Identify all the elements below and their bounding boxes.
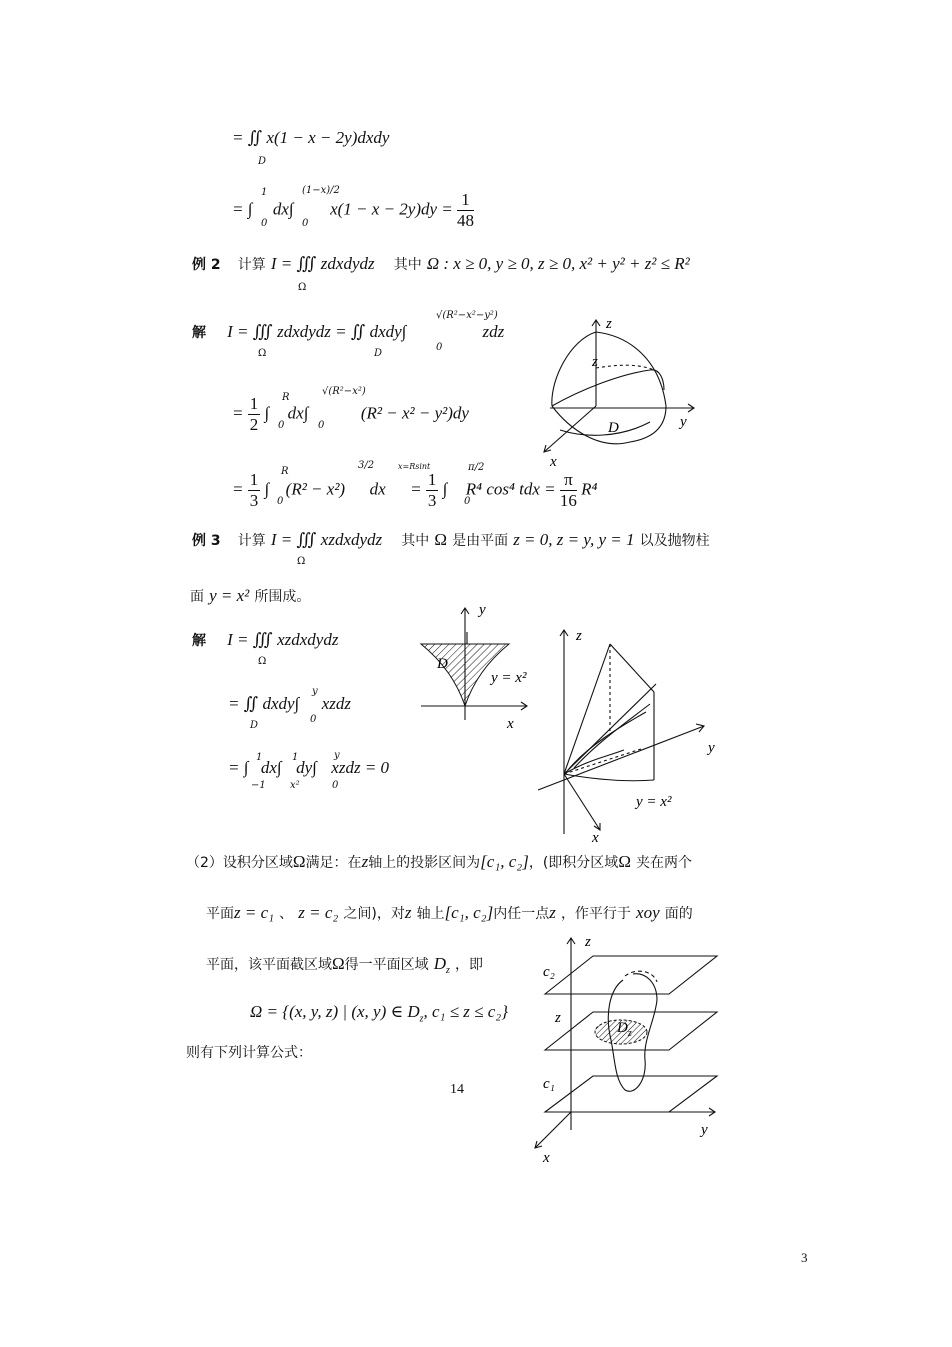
solution-3-t1-sub: Ω: [258, 656, 267, 667]
p3-h: [c₁, c₂]: [444, 903, 494, 922]
eq2-frac-num: 1: [457, 190, 474, 211]
example-2-label: 例 2: [192, 257, 221, 273]
solution-2-s3-a: ∫: [264, 479, 270, 499]
fig2-curve-label: y = x²: [491, 670, 527, 686]
eq2-part-b: dx∫: [272, 199, 294, 219]
solution-2-s1-lim-bot: 0: [436, 342, 443, 353]
solution-2-s2-b: dx∫: [287, 403, 309, 423]
figure-solid: [528, 620, 728, 845]
solution-3-t3-lim-c-bot: 0: [332, 780, 339, 791]
p4-a: 平面，该平面截区域: [206, 957, 332, 973]
solution-2-s3-b: (R² − x²): [285, 479, 346, 499]
example-3-cond-d: 以及抛物柱: [639, 533, 710, 549]
fig4-c2-label: c₂: [543, 964, 555, 980]
p3-e: 之间)，对: [343, 906, 405, 922]
fig3-x-axis: [564, 774, 600, 830]
solution-2-s1-lim-top: √(R²−x²−y²): [436, 310, 498, 321]
fig4-y-label: y: [701, 1122, 708, 1138]
p2-a: （2）设积分区域: [186, 855, 293, 871]
figure-sphere-octant: [530, 310, 710, 475]
equation-line-2: [232, 190, 474, 231]
solution-3-t2: = ∬ dxdy∫: [228, 694, 300, 713]
fig3-z-label: z: [576, 628, 582, 644]
omega-definition: [250, 1002, 508, 1024]
eq2-fraction: [457, 190, 474, 231]
solution-3-t3-lim-b-top: 1: [292, 752, 299, 763]
p3-d: z = c₂: [298, 903, 339, 922]
solution-2-s3-d: ∫: [442, 479, 448, 499]
example-3-sub: Ω: [297, 556, 306, 567]
solution-3-t3-a: = ∫: [228, 758, 249, 777]
omega-def-sub: z: [419, 1013, 424, 1025]
p4-c: 得一平面区域: [344, 957, 429, 973]
fig1-sphere-cap: [552, 370, 664, 406]
solution-2-s3-frac-num: 1: [249, 470, 259, 489]
example-3-line2-a: 面: [190, 589, 204, 605]
solution-3-t2-lim-bot: 0: [310, 714, 317, 725]
eq2-lim-b-bot: 0: [302, 218, 309, 229]
solution-3-t2-lim-top: y: [312, 686, 318, 697]
solution-3-t2-end: xzdz: [321, 694, 351, 713]
solution-2-s3-f: R⁴: [581, 479, 598, 499]
p4-e: z: [446, 965, 450, 977]
example-2-sub: Ω: [298, 282, 307, 293]
p3-l: xoy: [636, 903, 660, 922]
fig4-solid-top-dash: [625, 971, 657, 982]
solution-2-line-1: [192, 322, 504, 342]
solution-2-s2-a: ∫: [264, 403, 270, 423]
solution-2-s3-sub-label: x=Rsint: [398, 462, 431, 471]
example-3-cond-c: z = 0, z = y, y = 1: [513, 530, 635, 549]
solution-3-line-3: [228, 758, 389, 778]
example-3-cond-b: 是由平面: [452, 533, 509, 549]
fig1-y-label: y: [680, 414, 687, 430]
eq2-part-a: = ∫: [232, 199, 253, 219]
solution-3-t3-d: xzdz = 0: [331, 758, 390, 777]
example-3-line2-b: y = x²: [209, 586, 250, 605]
paragraph-2-line-2: [206, 903, 693, 923]
fig4-dz-label: $D_z$: [617, 1020, 632, 1039]
eq2-lim-b-top: (1−x)/2: [302, 185, 340, 196]
fig1-z-label: z: [606, 316, 612, 332]
example-2-line: [192, 254, 690, 274]
p2-e: 轴上的投影区间为: [368, 855, 481, 871]
solution-2-line-2: [232, 394, 469, 435]
solution-2-s2-frac-num: 1: [249, 394, 259, 413]
p3-j: z: [549, 903, 556, 922]
solution-2-s2-lim-a-bot: 0: [278, 420, 285, 431]
p4-b: Ω: [332, 954, 345, 973]
example-3-cond-a: Ω: [434, 530, 447, 549]
solution-2-s3-frac-den: 3: [249, 491, 259, 510]
p3-i: 内任一点: [493, 906, 550, 922]
solution-2-s3-frac2-den: 3: [427, 491, 437, 510]
fig2-d-label: D: [437, 656, 448, 672]
solution-3-t3-lim-a-bot: −1: [251, 780, 266, 791]
fig3-y-label: y: [708, 740, 715, 756]
example-2-calc: 计算: [237, 257, 266, 273]
solution-3-t1: I = ∭ xzdxdydz: [227, 630, 339, 649]
inner-page-number: 14: [450, 1082, 464, 1097]
example-2-cond: Ω : x ≥ 0, y ≥ 0, z ≥ 0, x² + y² + z² ≤ R²: [426, 254, 690, 273]
solution-2-s3-frac3-den: 16: [559, 491, 577, 510]
solution-2-s3-c: dx: [369, 479, 386, 499]
solution-3-line-1: [192, 630, 338, 650]
eq2-lim-a-bot: 0: [261, 218, 268, 229]
p3-b: z = c₁: [234, 903, 275, 922]
eq1-sub: D: [258, 156, 267, 167]
solution-3-t3-c: dy∫: [296, 758, 317, 777]
p3-f: z: [404, 903, 412, 922]
solution-2-s3-eq: =: [410, 479, 422, 499]
solution-2-s3-pre: =: [232, 479, 244, 499]
example-3-label: 例 3: [192, 533, 221, 549]
solution-2-label: 解: [192, 325, 206, 341]
solution-2-s2-lim-a-top: R: [282, 392, 290, 403]
solution-2-s3-lim2-top: π/2: [468, 462, 485, 473]
p4-d: D: [433, 954, 447, 973]
fig3-curve-top: [564, 750, 624, 774]
omega-def-end: , c₁ ≤ z ≤ c₂}: [423, 1002, 509, 1021]
solution-3-label: 解: [192, 633, 206, 649]
equation-line-1: [232, 128, 389, 148]
p2-i: 夹在两个: [636, 855, 693, 871]
p2-f: [c₁, c₂]: [480, 852, 529, 871]
solution-2-s2-lim-b-bot: 0: [318, 420, 325, 431]
example-3-line-2: [190, 586, 310, 606]
example-3-line: [192, 530, 710, 550]
fig4-x-axis: [535, 1112, 571, 1148]
p3-g: 轴上: [416, 906, 445, 922]
fig1-d-label: D: [608, 420, 619, 436]
paragraph-2-line-3: [206, 954, 483, 976]
example-2-expr: I = ∭ zdxdydz: [270, 254, 375, 273]
solution-2-s3-frac3-num: π: [560, 470, 577, 491]
solution-3-t3-lim-c-top: y: [334, 750, 340, 761]
eq2-frac-den: 48: [457, 211, 475, 230]
eq2-lim-a-top: 1: [261, 187, 268, 198]
p2-h: Ω: [618, 852, 631, 871]
p3-m: 面的: [664, 906, 693, 922]
formula-intro: 则有下列计算公式：: [186, 1045, 312, 1061]
p4-f: ，即: [455, 957, 484, 973]
example-3-expr: I = ∭ xzdxdydz: [270, 530, 383, 549]
p3-c: 、: [279, 906, 294, 922]
solution-2-s2-pre: =: [232, 403, 244, 423]
figure-slicing-planes: [525, 930, 725, 1165]
solution-2-s1-end: zdz: [482, 322, 505, 341]
fig1-z-level-label: z: [592, 354, 598, 370]
solution-2-s1-sub2: D: [374, 348, 383, 359]
solution-2-s3-lim2-bot: 0: [464, 496, 471, 507]
fig2-y-label: y: [479, 602, 486, 618]
fig4-c1-label: c₁: [543, 1076, 555, 1092]
fig3-curve-label: y = x²: [636, 794, 672, 810]
p2-c: 满足：在: [305, 855, 362, 871]
fig1-x-axis: [544, 406, 596, 452]
eq2-part-c: x(1 − x − 2y)dy =: [330, 199, 453, 219]
solution-2-s2-frac-den: 2: [249, 415, 259, 434]
solution-2-s1: I = ∭ zdxdydz = ∬ dxdy∫: [227, 322, 407, 341]
solution-2-s3-frac2-num: 1: [427, 470, 437, 489]
solution-2-s2-frac: [248, 394, 261, 435]
fig2-x-label: x: [507, 716, 514, 730]
solution-3-t3-b: dx∫: [260, 758, 282, 777]
omega-def: Ω = {(x, y, z) | (x, y) ∈ D: [250, 1002, 420, 1021]
fig3-x-arrow: [594, 823, 600, 830]
fig1-d-arc: [560, 422, 650, 435]
p2-b: Ω: [292, 852, 306, 871]
fig4-x-label: x: [543, 1150, 550, 1165]
page-number: 3: [801, 1250, 808, 1265]
fig1-z-level-dash: [596, 365, 654, 370]
paragraph-2-line-1: [186, 852, 692, 872]
example-3-calc: 计算: [237, 533, 266, 549]
p3-k: ，作平行于: [560, 906, 631, 922]
solution-3-t2-sub: D: [250, 720, 259, 731]
fig1-x-label: x: [550, 454, 557, 470]
solution-2-s3-e: R⁴ cos⁴ tdx =: [465, 479, 556, 499]
fig4-z-axis-label: z: [585, 934, 591, 950]
p2-g: ，(即积分区域: [528, 855, 619, 871]
fig4-z-level-label: z: [555, 1010, 561, 1026]
solution-2-s3-frac2: [426, 470, 439, 511]
example-2-where: 其中: [393, 257, 422, 273]
solution-2-s1-sub1: Ω: [258, 348, 267, 359]
eq1-text: = ∬ x(1 − x − 2y)dxdy: [232, 128, 390, 147]
solution-2-s3-lim-bot: 0: [277, 496, 284, 507]
p3-a: 平面: [206, 906, 234, 922]
solution-3-line-2: [228, 694, 351, 714]
p2-d: z: [361, 852, 369, 871]
example-3-line2-c: 所围成。: [254, 589, 311, 605]
fig1-sphere-right: [596, 332, 666, 406]
solution-3-t3-lim-a-top: 1: [256, 752, 263, 763]
fig3-x-label: x: [592, 830, 599, 845]
solution-2-s3-frac3: [560, 470, 577, 511]
example-3-where: 其中: [401, 533, 430, 549]
solution-2-s2-c: (R² − x² − y²)dy: [360, 403, 469, 423]
solution-2-s3-lim-top: R: [281, 466, 289, 477]
solution-2-s3-exp: 3/2: [358, 460, 375, 471]
solution-2-s3-frac: [248, 470, 261, 511]
fig3-edge-2: [610, 644, 654, 692]
solution-2-s2-lim-b-top: √(R²−x²): [322, 386, 366, 397]
solution-3-t3-lim-b-bot: x²: [290, 780, 300, 791]
